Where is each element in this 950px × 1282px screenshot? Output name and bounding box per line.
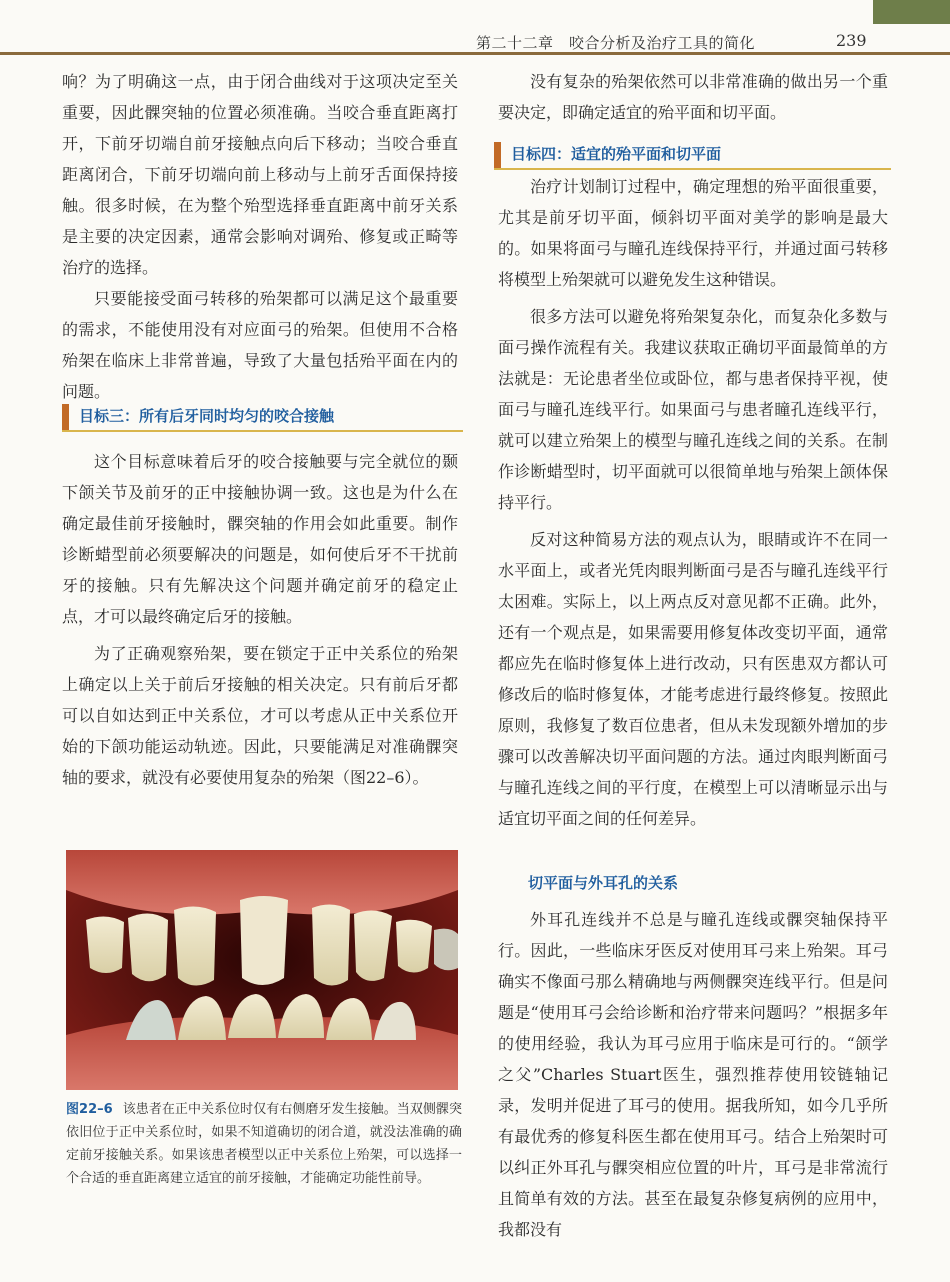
section-heading-goal-4: 目标四：适宜的殆平面和切平面 (494, 142, 891, 168)
page-number: 239 (836, 31, 867, 50)
paragraph: 外耳孔连线并不总是与瞳孔连线或髁突轴保持平行。因此，一些临床牙医反对使用耳弓来上殆架。耳弓确实不像面弓那么精确地与两侧髁突连线平行。但是问题是“使用耳弓会给诊断和治疗带来问题吗？”根据多年的使用经验，我认为耳弓应用于临床是可行的。“颌学之父”Charles Stuart医生，强烈推荐使用铰链轴记录，发明并促进了耳弓的使用。据我所知，如今几乎所有最优秀的修复科医生都在使用耳弓。结合上殆架时可以纠正外耳孔与髁突相应位置的叶片，耳弓是非常流行且简单有效的方法。甚至在最复杂修复病例的应用中，我都没有 (498, 910, 888, 1239)
section-heading-goal-3: 目标三：所有后牙同时均匀的咬合接触 (62, 404, 463, 430)
paragraph: 只要能接受面弓转移的殆架都可以满足这个最重要的需求，不能使用没有对应面弓的殆架。但使用不合格殆架在临床上非常普遍，导致了大量包括殆平面在内的问题。 (62, 289, 458, 401)
header-rule (0, 52, 950, 55)
figure-label: 图22–6 (66, 1102, 113, 1117)
paragraph: 治疗计划制订过程中，确定理想的殆平面很重要，尤其是前牙切平面，倾斜切平面对美学的影响是最大的。如果将面弓与瞳孔连线保持平行，并通过面弓转移将模型上殆架就可以避免发生这种错误。 (498, 177, 888, 289)
left-column-middle (62, 446, 458, 793)
header-color-block (873, 0, 950, 24)
paragraph: 为了正确观察殆架，要在锁定于正中关系位的殆架上确定以上关于前后牙接触的相关决定。只有前后牙都可以自如达到正中关系位，才可以考虑从正中关系位开始的下颌功能运动轨迹。因此，只要能满足对准确髁突轴的要求，就没有必要使用复杂的殆架（图22–6）。 (62, 644, 458, 787)
figure-caption-text: 该患者在正中关系位时仅有右侧磨牙发生接触。当双侧髁突依旧位于正中关系位时，如果不知道确切的闭合道，就没法准确的确定前牙接触关系。如果该患者模型以正中关系位上殆架，可以选择一个合适的垂直距离建立适宜的前牙接触，才能确定功能性前导。 (66, 1102, 462, 1186)
paragraph: 没有复杂的殆架依然可以非常准确的做出另一个重要决定，即确定适宜的殆平面和切平面。 (498, 72, 888, 122)
chapter-title: 第二十二章 咬合分析及治疗工具的简化 (476, 34, 756, 52)
right-column-top (498, 66, 888, 128)
dental-photo-figure-22-6 (66, 850, 458, 1090)
figure-caption (66, 1098, 462, 1190)
right-column-middle (498, 171, 888, 834)
paragraph: 响？为了明确这一点，由于闭合曲线对于这项决定至关重要，因此髁突轴的位置必须准确。当咬合垂直距离打开，下前牙切端自前牙接触点向后下移动；当咬合垂直距离闭合，下前牙切端向前上移动与上前牙舌面保持接触。很多时候，在为整个殆型选择垂直距离中前牙关系是主要的决定因素，通常会影响对调殆、修复或正畸等治疗的选择。 (62, 72, 458, 277)
paragraph: 很多方法可以避免将殆架复杂化，而复杂化多数与面弓操作流程有关。我建议获取正确切平面最简单的方法就是：无论患者坐位或卧位，都与患者保持平视，使面弓与瞳孔连线平行。如果面弓与患者瞳孔连线平行，就可以建立殆架上的模型与瞳孔连线之间的关系。在制作诊断蜡型时，切平面就可以很简单地与殆架上颌体保持平行。 (498, 307, 888, 512)
left-column-top (62, 66, 458, 407)
subsection-heading: 切平面与外耳孔的关系 (528, 874, 679, 892)
right-column-bottom (498, 904, 888, 1245)
paragraph: 反对这种简易方法的观点认为，眼睛或许不在同一水平面上，或者光凭肉眼判断面弓是否与瞳孔连线平行太困难。实际上，以上两点反对意见都不正确。此外，还有一个观点是，如果需要用修复体改变切平面，通常都应先在临时修复体上进行改动，只有医患双方都认可修改后的临时修复体，才能考虑进行最终修复。按照此原则，我修复了数百位患者，但从未发现额外增加的步骤可以改善解决切平面问题的方法。通过肉眼判断面弓与瞳孔连线之间的平行度，在模型上可以清晰显示出与适宜切平面之间的任何差异。 (498, 530, 888, 828)
paragraph: 这个目标意味着后牙的咬合接触要与完全就位的颞下颌关节及前牙的正中接触协调一致。这也是为什么在确定最佳前牙接触时，髁突轴的作用会如此重要。制作诊断蜡型前必须要解决的问题是，如何使后牙不干扰前牙的接触。只有先解决这个问题并确定前牙的稳定止点，才可以最终确定后牙的接触。 (62, 452, 458, 626)
